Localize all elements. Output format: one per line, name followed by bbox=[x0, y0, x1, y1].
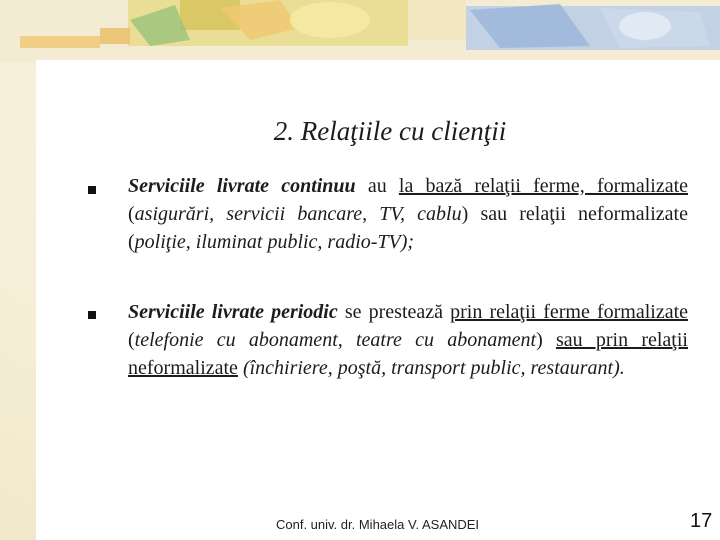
text-run: la bază relaţii ferme, formalizate bbox=[398, 175, 688, 197]
text-run: prin relaţii ferme formalizate bbox=[450, 301, 689, 323]
text-run: se prestează bbox=[337, 301, 451, 323]
decorative-header-banner bbox=[0, 0, 720, 62]
bullet-item-2 bbox=[128, 298, 688, 382]
slide-footer-author: Conf. univ. dr. Mihaela V. ASANDEI bbox=[276, 517, 480, 532]
page-number: 17 bbox=[690, 510, 713, 532]
text-run: au bbox=[355, 175, 399, 197]
text-run: Serviciile livrate periodic bbox=[128, 301, 338, 323]
slide-title: 2. Relaţiile cu clienţii bbox=[273, 116, 507, 146]
bullet-marker bbox=[88, 311, 96, 319]
text-run: ( bbox=[128, 329, 135, 351]
bullet-item-1 bbox=[128, 172, 688, 256]
text-run: ( bbox=[128, 203, 135, 225]
text-run: poliţie, iluminat public, radio-TV); bbox=[134, 231, 415, 253]
bullet-marker bbox=[88, 186, 96, 194]
text-run: sau prin relaţii neformalizate bbox=[128, 329, 688, 379]
text-run: Serviciile livrate continuu bbox=[128, 175, 356, 197]
text-run: telefonie cu abonament, teatre cu abonament bbox=[134, 329, 537, 351]
text-run: asigurări, servicii bancare, TV, cablu bbox=[134, 203, 462, 225]
text-run: (închiriere, poştă, transport public, restaurant). bbox=[242, 357, 625, 379]
text-run: ) sau relaţii neformalizate ( bbox=[128, 203, 688, 253]
text-run: ) bbox=[536, 329, 556, 351]
